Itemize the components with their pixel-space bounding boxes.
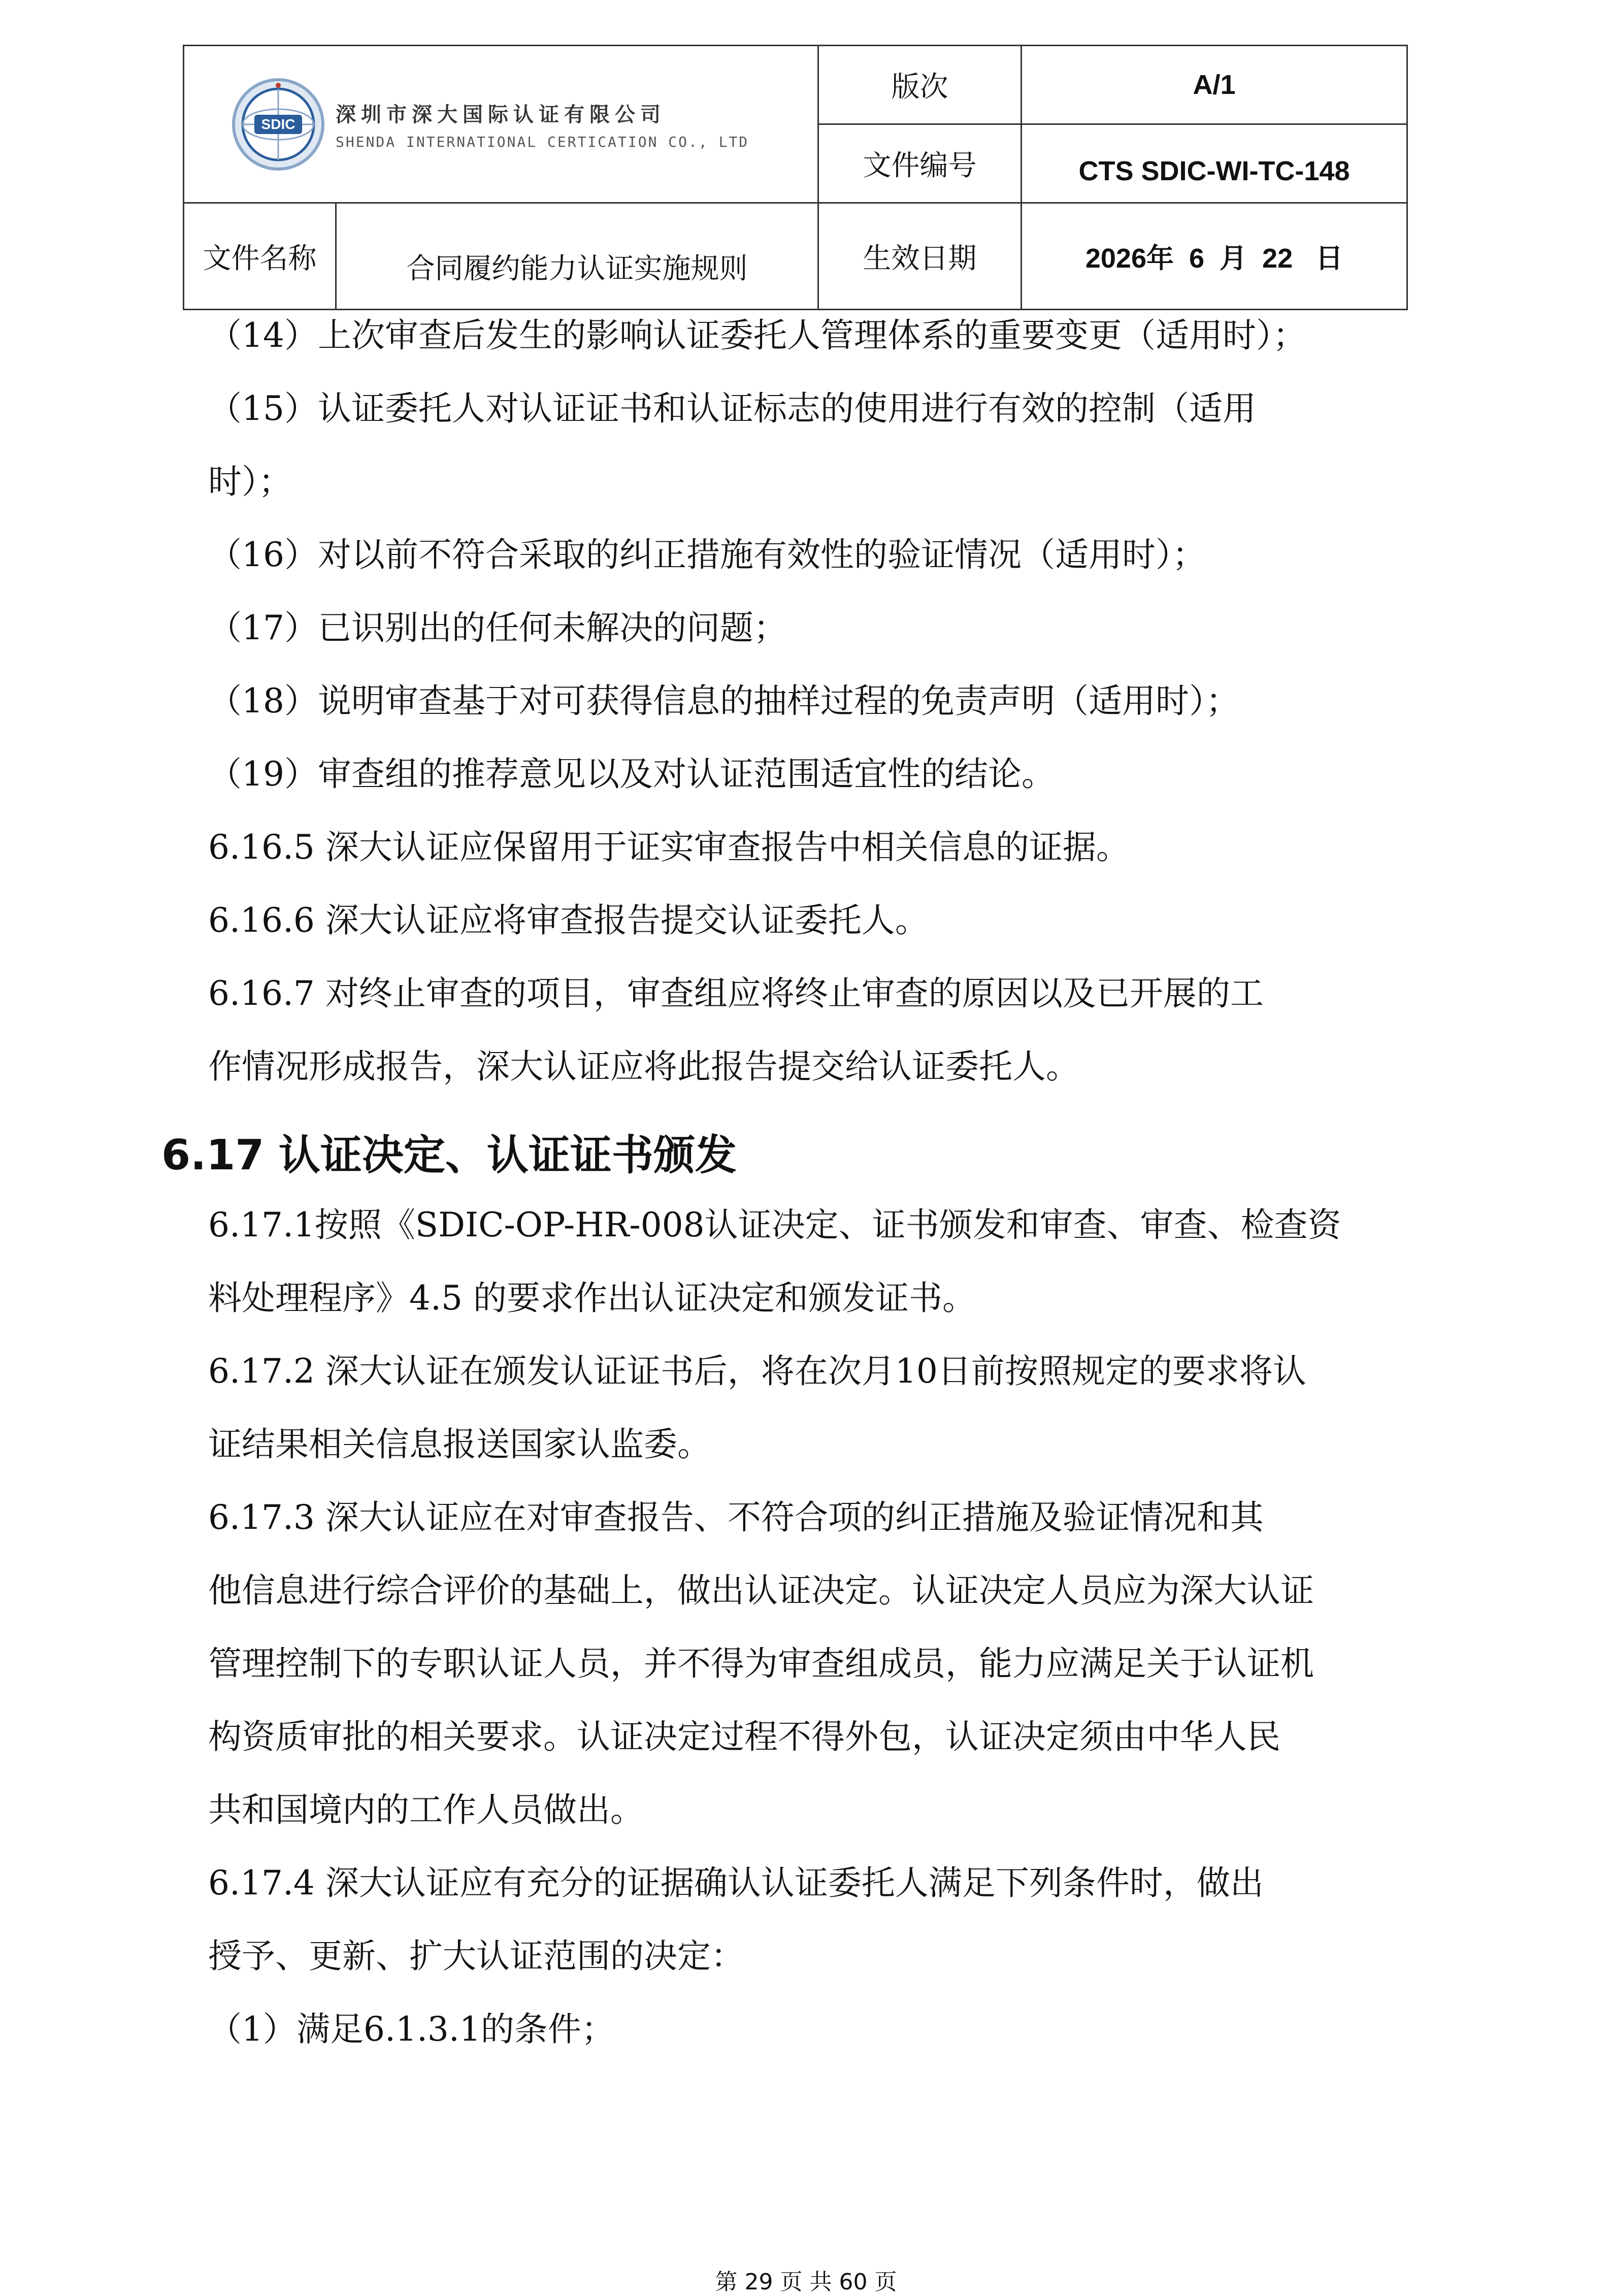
company-name-cn: 深圳市深大国际认证有限公司: [336, 103, 666, 126]
body-line: （17）已识别出的任何未解决的问题；: [208, 608, 787, 647]
doc-number-label: 文件编号: [818, 124, 1022, 203]
page-number: 第 29 页 共 60 页: [715, 2269, 897, 2295]
body-line: 6.17.1按照《SDIC-OP-HR-008认证决定、证书颁发和审查、审查、检查资: [208, 1205, 1341, 1244]
body-line: （19）审查组的推荐意见以及对认证范围适宜性的结论。: [208, 755, 1055, 794]
svg-text:SDIC: SDIC: [261, 116, 295, 132]
company-logo-cell: [184, 46, 818, 203]
body-line: （14）上次审查后发生的影响认证委托人管理体系的重要变更（适用时）；: [208, 316, 1306, 355]
version-label: 版次: [818, 46, 1022, 124]
body-line: 作情况形成报告，深大认证应将此报告提交给认证委托人。: [208, 1047, 1079, 1086]
body-line: 时）；: [208, 462, 292, 501]
body-line: 6.17.4 深大认证应有充分的证据确认认证委托人满足下列条件时，做出: [208, 1863, 1264, 1903]
body-line: （1）满足6.1.3.1的条件；: [208, 2010, 615, 2049]
effective-date-label: 生效日期: [818, 203, 1022, 310]
body-line: 6.16.5 深大认证应保留用于证实审查报告中相关信息的证据。: [208, 828, 1130, 867]
body-line: 管理控制下的专职认证人员，并不得为审查组成员，能力应满足关于认证机: [208, 1644, 1314, 1683]
body-line: 6.17.3 深大认证应在对审查报告、不符合项的纠正措施及验证情况和其: [208, 1498, 1264, 1537]
sdic-logo-icon: [230, 76, 326, 173]
section-heading: 6.17 认证决定、认证证书颁发: [161, 1131, 737, 1179]
doc-number-value: CTS SDIC-WI-TC-148: [1022, 124, 1407, 203]
body-line: 证结果相关信息报送国家认监委。: [208, 1425, 711, 1464]
body-line: （15）认证委托人对认证证书和认证标志的使用进行有效的控制（适用: [208, 389, 1256, 428]
body-line: （18）说明审查基于对可获得信息的抽样过程的免责声明（适用时）；: [208, 681, 1239, 720]
company-name-en: SHENDA INTERNATIONAL CERTICATION CO., LTD: [336, 133, 749, 150]
body-line: 料处理程序》4.5 的要求作出认证决定和颁发证书。: [208, 1278, 976, 1318]
effective-date-value: 2026年 6 月 22 日: [1022, 203, 1407, 310]
body-line: （16）对以前不符合采取的纠正措施有效性的验证情况（适用时）；: [208, 535, 1206, 574]
document-header-table: [183, 45, 1408, 310]
doc-name-value: 合同履约能力认证实施规则: [336, 203, 818, 310]
body-line: 6.16.6 深大认证应将审查报告提交认证委托人。: [208, 901, 929, 940]
body-line: 授予、更新、扩大认证范围的决定：: [208, 1937, 744, 1976]
body-line: 6.17.2 深大认证在颁发认证证书后，将在次月10日前按照规定的要求将认: [208, 1352, 1306, 1391]
body-line: 他信息进行综合评价的基础上，做出认证决定。认证决定人员应为深大认证: [208, 1571, 1314, 1610]
body-line: 共和国境内的工作人员做出。: [208, 1790, 644, 1829]
doc-name-label: 文件名称: [184, 203, 336, 310]
body-line: 6.16.7 对终止审查的项目，审查组应将终止审查的原因以及已开展的工: [208, 974, 1264, 1013]
version-value: A/1: [1022, 46, 1407, 124]
body-line: 构资质审批的相关要求。认证决定过程不得外包，认证决定须由中华人民: [208, 1717, 1280, 1756]
